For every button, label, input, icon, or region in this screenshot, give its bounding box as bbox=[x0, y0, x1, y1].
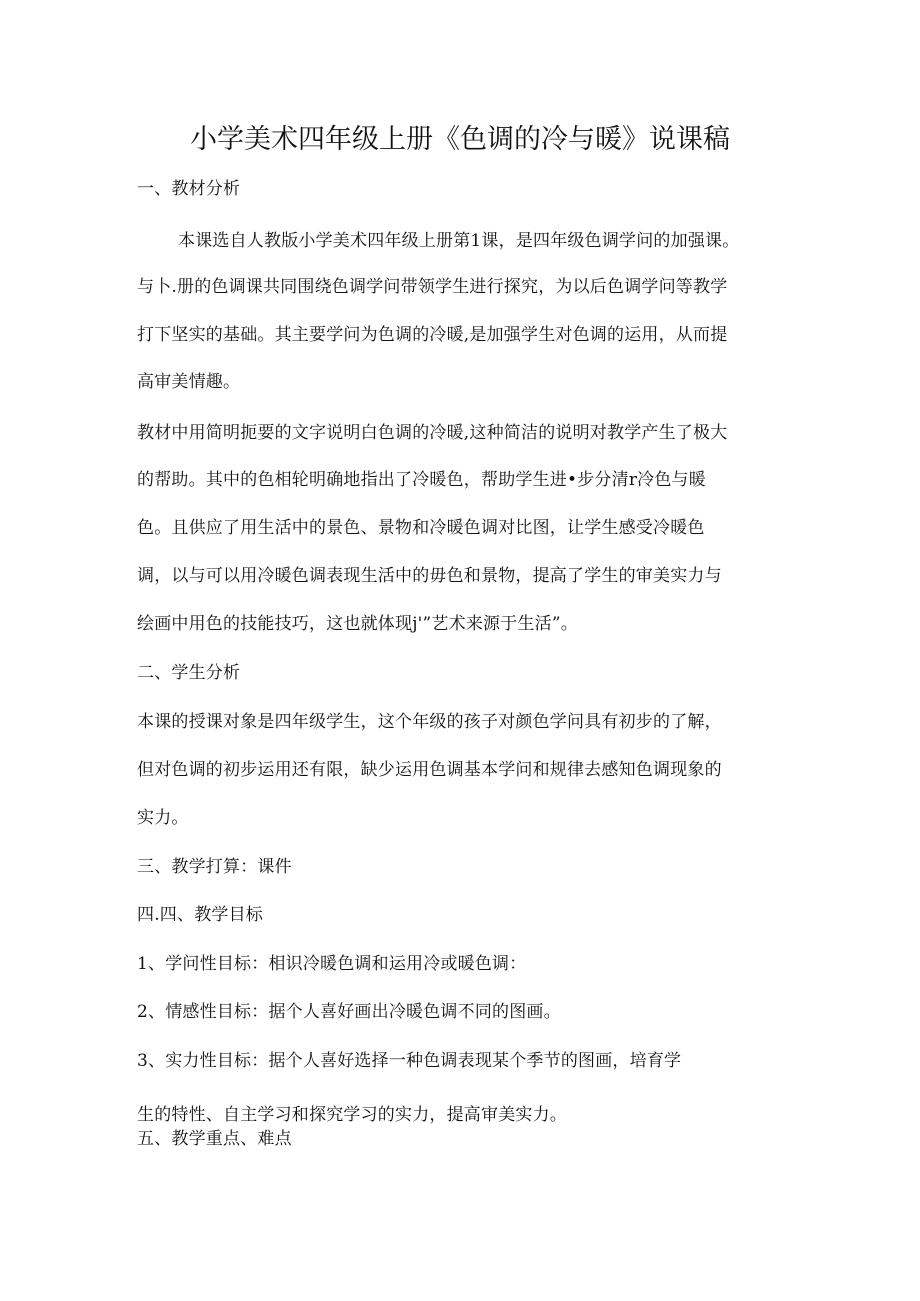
paragraph-line: 色。且供应了用生活中的景色、景物和冷暖色调对比图，让学生感受冷暖色 bbox=[137, 518, 705, 538]
heading-key-points: 五、教学重点、难点 bbox=[137, 1129, 292, 1149]
paragraph-line: 但对色调的初步运用还有限，缺少运用色调基本学问和规律去感知色调现象的 bbox=[137, 760, 722, 780]
document-title: 小学美术四年级上册《色调的冷与暖》说课稿 bbox=[190, 124, 730, 155]
objective-item: 3、实力性目标：据个人喜好选择一种色调表现某个季节的图画，培育学 bbox=[137, 1051, 682, 1071]
heading-student-analysis: 二、学生分析 bbox=[137, 663, 241, 683]
paragraph-line: 高审美情趣。 bbox=[137, 372, 241, 392]
paragraph-line: 与卜.册的色调课共同围绕色调学问带领学生进行探究，为以后色调学问等教学 bbox=[137, 277, 728, 297]
heading-teaching-objectives: 四.四、教学目标 bbox=[137, 905, 264, 925]
paragraph-line: 实力。 bbox=[137, 808, 189, 828]
paragraph-line: 本课的授课对象是四年级学生，这个年级的孩子对颜色学问具有初步的了解， bbox=[137, 712, 722, 732]
heading-textbook-analysis: 一、教材分析 bbox=[137, 179, 241, 199]
objective-item: 2、情感性目标：据个人喜好画出冷暖色调不同的图画。 bbox=[137, 1002, 561, 1022]
paragraph-line: 调，以与可以用冷暖色调表现生活中的毋色和景物，提高了学生的审美实力与 bbox=[137, 566, 722, 586]
heading-teaching-preparation: 三、教学打算：课件 bbox=[137, 857, 292, 877]
paragraph-line: 教材中用简明扼要的文字说明白色调的冷暖,这种简洁的说明对教学产生了极大 bbox=[137, 423, 728, 443]
paragraph-line: 打下坚实的基础。其主要学问为色调的冷暖,是加强学生对色调的运用，从而提 bbox=[137, 325, 728, 345]
paragraph-line: 生的特性、自主学习和探究学习的实力，提高审美实力。 bbox=[137, 1105, 567, 1125]
paragraph-line: 本课选自人教版小学美术四年级上册第1课，是四年级色调学问的加强课。 bbox=[178, 231, 740, 251]
paragraph-line: 绘画中用色的技能技巧，这也就体现j'”艺术来源于生活”。 bbox=[137, 614, 578, 634]
paragraph-line: 的帮助。其中的色相轮明确地指出了冷暖色，帮助学生进•步分清r冷色与暖 bbox=[137, 470, 706, 490]
objective-item: 1、学问性目标：相识冷暖色调和运用冷或暖色调： bbox=[137, 954, 527, 974]
